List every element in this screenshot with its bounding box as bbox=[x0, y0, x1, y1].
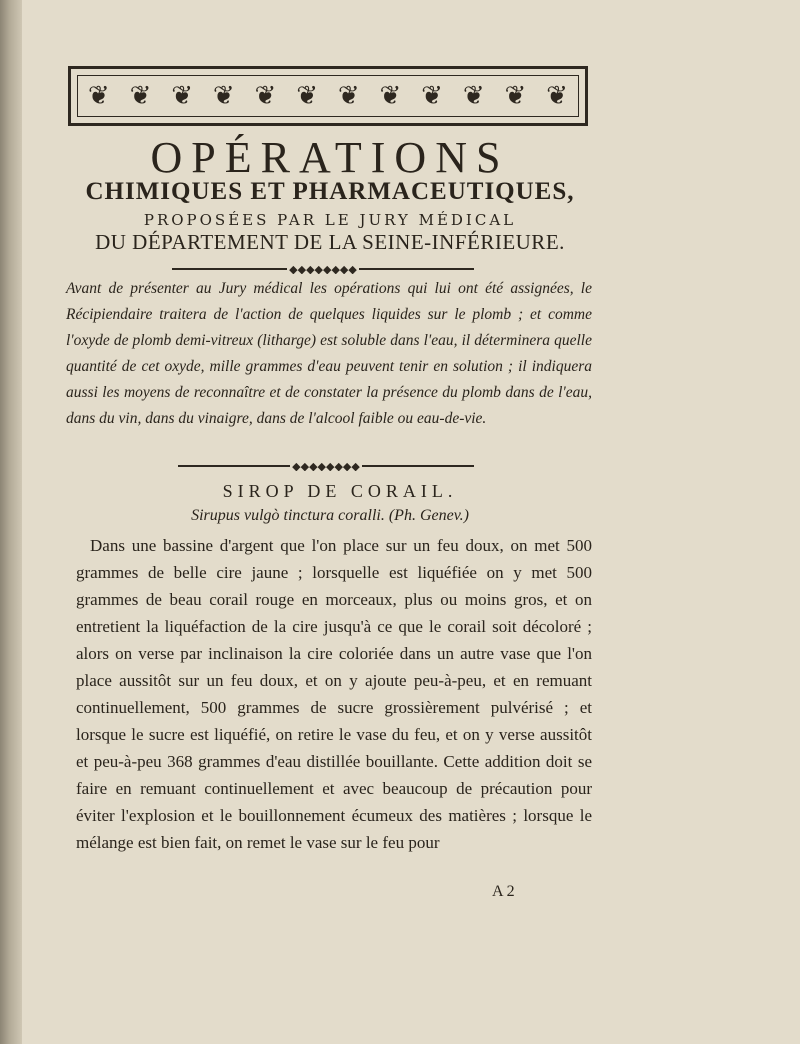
ornament-row bbox=[77, 75, 579, 117]
intro-paragraph: Avant de présenter au Jury médical les opérations qui lui ont été assignées, le Récipiendaire traitera de l'action de quelques liquides sur le plomb ; et comme l'oxyde de plomb demi-vitreux (litharge) est soluble dans l'eau, il déterminera quelle quantité de cet oxyde, mille grammes d'eau peuvent tenir en solution ; il indiquera aussi les moyens de reconnaître et de constater la présence du plomb dans de l'eau, dans du vin, dans du vinaigre, dans de l'alcool faible ou eau-de-vie. bbox=[66, 280, 592, 427]
fleuron-icon: ❦ bbox=[379, 81, 402, 111]
decorative-rule-top bbox=[170, 264, 476, 274]
fleuron-icon: ❦ bbox=[212, 81, 235, 111]
decorative-rule-middle bbox=[176, 461, 476, 471]
fleuron-icon: ❦ bbox=[462, 81, 485, 111]
fleuron-icon: ❦ bbox=[296, 81, 318, 111]
header-ornament-band bbox=[68, 66, 588, 126]
rule-ornament-icon: ◆◆◆◆◆◆◆◆ bbox=[289, 264, 357, 274]
title-line-4: DU DÉPARTEMENT DE LA SEINE-INFÉRIEURE. bbox=[95, 230, 565, 254]
section-body: Dans une bassine d'argent que l'on place sur un feu doux, on met 500 grammes de belle cire jaune ; lorsquelle est liquéfiée on y met 500 grammes de beau corail rouge en morceaux, plus ou moins gros, et on entretient la liquéfaction de la cire jusqu'à ce que le corail soit décoloré ; alors on verse par inclinaison la cire coloriée dans un autre vase que l'on place aussitôt sur un feu doux, et on y ajoute peu-à-peu, et en remuant continuellement, 500 grammes de sucre grossièrement pulvérisé ; et lorsque le sucre est liquéfié, on retire le vase du feu, et on y verse aussitôt et peu-à-peu 368 grammes d'eau distillée bouillante. Cette addition doit se faire en remuant continuellement et avec beaucoup de précaution pour éviter l'explosion et le bouillonnement écumeux des matières ; lorsque le mélange est bien fait, on remet le vase sur le feu pour bbox=[76, 536, 592, 852]
section-subtitle: Sirupus vulgò tinctura coralli. (Ph. Genev.) bbox=[191, 507, 469, 524]
fleuron-icon: ❦ bbox=[546, 81, 568, 111]
book-binding-edge bbox=[0, 0, 22, 1044]
title-line-2: CHIMIQUES ET PHARMACEUTIQUES, bbox=[85, 178, 575, 205]
fleuron-icon: ❦ bbox=[504, 81, 527, 111]
rule-ornament-icon: ◆◆◆◆◆◆◆◆ bbox=[292, 461, 360, 471]
page-title: OPÉRATIONS bbox=[150, 133, 510, 182]
section-title: SIROP DE CORAIL. bbox=[222, 481, 458, 501]
fleuron-icon: ❦ bbox=[254, 81, 277, 111]
fleuron-icon: ❦ bbox=[421, 81, 443, 111]
page-signature: A 2 bbox=[492, 883, 515, 900]
fleuron-icon: ❦ bbox=[129, 81, 152, 111]
fleuron-icon: ❦ bbox=[337, 81, 360, 111]
fleuron-icon: ❦ bbox=[87, 81, 110, 111]
fleuron-icon: ❦ bbox=[171, 81, 194, 111]
title-line-3: PROPOSÉES PAR LE JURY MÉDICAL bbox=[143, 211, 517, 229]
